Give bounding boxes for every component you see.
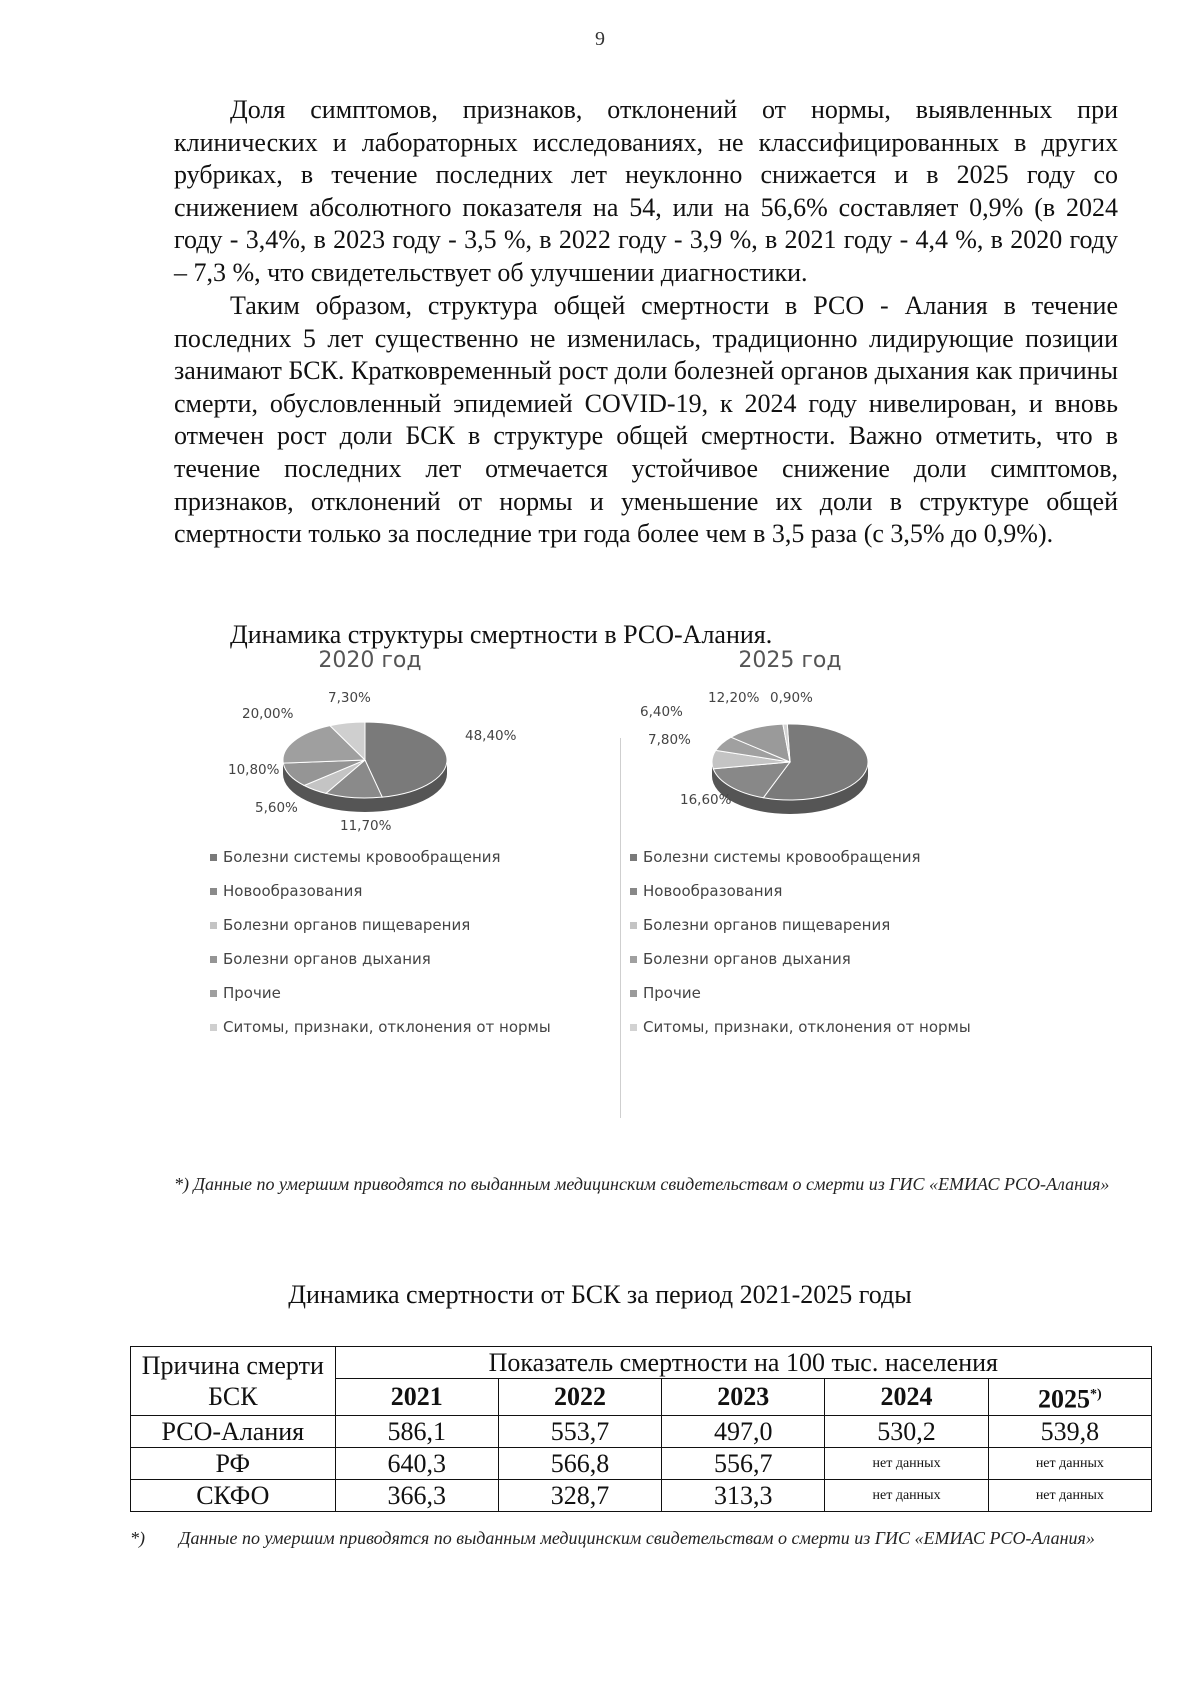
value-cell: 556,7 [662,1447,825,1479]
legend-swatch [630,854,637,861]
legend-item [630,942,971,976]
legend-swatch [630,1024,637,1031]
pie-data-label: 0,90% [770,690,813,706]
legend-item [210,874,551,908]
legend-item [210,908,551,942]
legend-label: Новообразования [223,882,363,900]
legend-label: Болезни органов дыхания [643,950,851,968]
chart-caption: Динамика структуры смертности в РСО-Алания. [230,620,773,649]
legend-swatch [210,956,217,963]
value-cell: 539,8 [988,1415,1151,1447]
page-number: 9 [595,28,605,50]
legend-swatch [210,1024,217,1031]
pie-data-label: 7,30% [328,690,371,706]
value-cell: 553,7 [498,1415,661,1447]
legend-item [210,942,551,976]
pie-charts-panel [200,648,1060,1120]
table-row [131,1479,1152,1511]
chart-footnote: *) Данные по умершим приводятся по выданным медицинским свидетельствам о смерти из ГИС «ЕМИАС РСО-Алания» [174,1174,1110,1194]
value-cell: 530,2 [825,1415,988,1447]
year-header-2023: 2023 [662,1379,825,1416]
pie-data-label: 12,20% [708,690,760,706]
pie-data-label: 11,70% [340,818,392,834]
legend-swatch [210,888,217,895]
chart-title-2020: 2020 год [318,648,422,673]
legend-item [630,908,971,942]
year-header-2025: 2025*) [988,1379,1151,1416]
region-cell: РФ [131,1447,336,1479]
value-cell: 566,8 [498,1447,661,1479]
legend-item [630,840,971,874]
chart-title-2025: 2025 год [738,648,842,673]
legend-item [210,840,551,874]
legend-label: Ситомы, признаки, отклонения от нормы [643,1018,971,1036]
value-cell: 497,0 [662,1415,825,1447]
value-cell: нет данных [988,1447,1151,1479]
legend-swatch [210,990,217,997]
value-cell: 586,1 [335,1415,498,1447]
legend-swatch [630,990,637,997]
mortality-table [130,1346,1152,1512]
year-header-2022: 2022 [498,1379,661,1416]
legend-item [630,874,971,908]
year-header-2024: 2024 [825,1379,988,1416]
table-row [131,1447,1152,1479]
legend-label: Ситомы, признаки, отклонения от нормы [223,1018,551,1036]
table-footnote-text: Данные по умершим приводятся по выданным медицинским свидетельствам о смерти из ГИС «ЕМИАС РСО-Алания» [179,1528,1095,1548]
value-cell: 328,7 [498,1479,661,1511]
year-header-2021: 2021 [335,1379,498,1416]
paragraph-symptoms: Доля симптомов, признаков, отклонений от нормы, выявленных при клинических и лабораторных исследованиях, не классифицированных в других рубриках, в течение последних лет неуклонно снижается и в 2025 году со снижением абсолютного показателя на 54, или на 56,6% составляет 0,9% (в 2024 году - 3,4%, в 2023 году - 3,5 %, в 2022 году - 3,9 %, в 2021 году - 4,4 %, в 2020 году – 7,3 %, что свидетельствует об улучшении диагностики. [174,95,1118,287]
pie-data-label: 7,80% [648,732,691,748]
legend-label: Болезни органов пищеварения [223,916,471,934]
legend-swatch [210,922,217,929]
legend-2025 [630,840,971,1044]
value-cell: нет данных [825,1447,988,1479]
legend-label: Прочие [643,984,701,1002]
value-cell: 366,3 [335,1479,498,1511]
legend-item [630,1010,971,1044]
legend-swatch [210,854,217,861]
legend-label: Болезни органов дыхания [223,950,431,968]
year-footnote-mark: *) [1090,1387,1102,1402]
legend-swatch [630,922,637,929]
pie-data-label: 48,40% [465,728,517,744]
legend-label: Болезни системы кровообращения [643,848,921,866]
value-cell: 640,3 [335,1447,498,1479]
table-footnote [130,1527,1118,1549]
table-footnote-mark: *) [130,1528,145,1548]
value-cell: нет данных [825,1479,988,1511]
pie-data-label: 6,40% [640,704,683,720]
paragraph-conclusion: Таким образом, структура общей смертности в РСО - Алания в течение последних 5 лет существенно не изменилась, традиционно лидирующие позиции занимают БСК. Кратковременный рост доли болезней органов дыхания как причины смерти, обусловленный эпидемией COVID-19, к 2024 году нивелирован, и вновь отмечен рост доли БСК в структуре общей смертности. Важно отметить, что в течение последних лет отмечается устойчивое снижение доли симптомов, признаков, отклонений от нормы и уменьшение их доли в структуре общей смертности только за последние три года более чем в 3,5 раза (с 3,5% до 0,9%). [174,291,1118,549]
legend-label: Болезни органов пищеварения [643,916,891,934]
legend-item [630,976,971,1010]
table-row [131,1415,1152,1447]
pie-data-label: 20,00% [242,706,294,722]
legend-label: Болезни системы кровообращения [223,848,501,866]
pie-data-label: 10,80% [228,762,280,778]
legend-label: Новообразования [643,882,783,900]
value-cell: нет данных [988,1479,1151,1511]
pie-data-label: 16,60% [680,792,732,808]
pie-data-label: 5,60% [255,800,298,816]
indicator-header: Показатель смертности на 100 тыс. населения [335,1347,1151,1379]
pie-charts-svg [200,680,1060,850]
legend-swatch [630,956,637,963]
region-cell: СКФО [131,1479,336,1511]
region-cell: РСО-Алания [131,1415,336,1447]
legend-2020 [210,840,551,1044]
legend-item [210,1010,551,1044]
table-title: Динамика смертности от БСК за период 2021-2025 годы [288,1280,912,1309]
cause-header: Причина смерти БСК [131,1347,336,1416]
value-cell: 313,3 [662,1479,825,1511]
legend-swatch [630,888,637,895]
legend-label: Прочие [223,984,281,1002]
legend-item [210,976,551,1010]
